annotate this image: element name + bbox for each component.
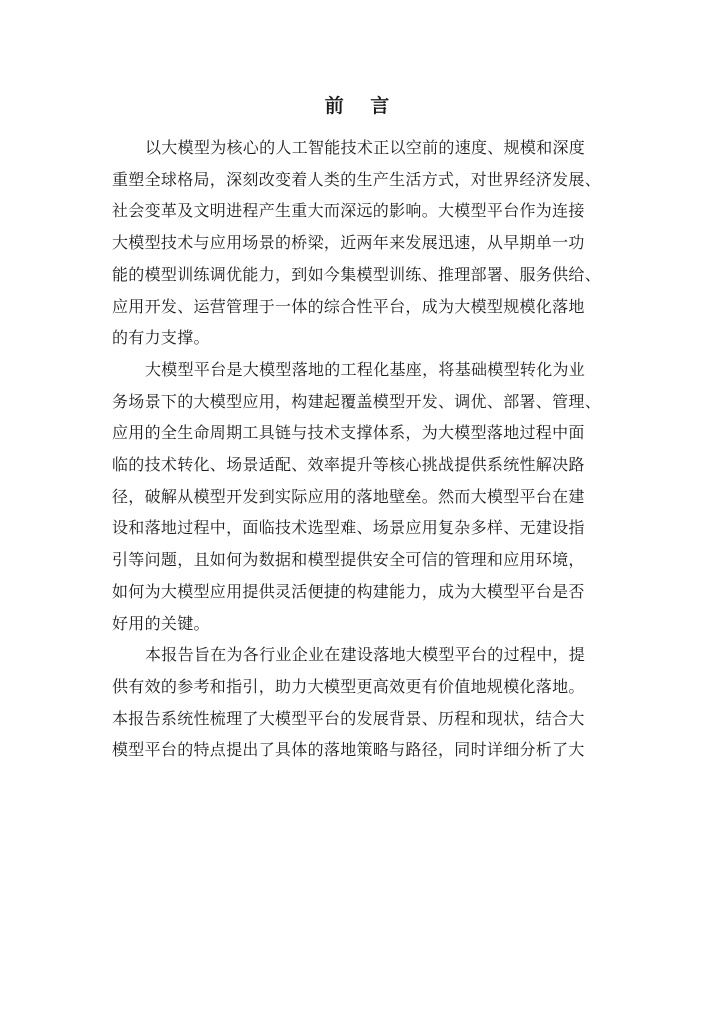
paragraph-2 (112, 354, 612, 639)
paragraph-1 (112, 132, 612, 354)
text-line: 重塑全球格局，深刻改变着人类的生产生活方式，对世界经济发展、 (112, 169, 602, 189)
text-line: 大模型技术与应用场景的桥梁，近两年来发展迅速，从早期单一功 (112, 233, 585, 253)
text-line: 设和落地过程中，面临技术选型难、场景应用复杂多样、无建设指 (112, 518, 585, 538)
page-title: 前 言 (324, 95, 400, 117)
text-line: 如何为大模型应用提供灵活便捷的构建能力，成为大模型平台是否 (112, 581, 585, 601)
text-line: 本报告旨在为各行业企业在建设落地大模型平台的过程中，提 (145, 645, 586, 665)
text-line: 好用的关键。 (112, 613, 210, 633)
text-line: 临的技术转化、场景适配、效率提升等核心挑战提供系统性解决路 (112, 455, 585, 475)
text-line: 供有效的参考和指引，助力大模型更高效更有价值地规模化落地。 (112, 676, 585, 696)
text-line: 模型平台的特点提出了具体的落地策略与路径，同时详细分析了大 (112, 740, 585, 760)
text-line: 社会变革及文明进程产生重大而深远的影响。大模型平台作为连接 (112, 201, 585, 221)
text-line: 应用的全生命周期工具链与技术支撑体系，为大模型落地过程中面 (112, 423, 585, 443)
text-line: 务场景下的大模型应用，构建起覆盖模型开发、调优、部署、管理、 (112, 391, 602, 411)
text-line: 应用开发、运营管理于一体的综合性平台，成为大模型规模化落地 (112, 296, 585, 316)
text-line: 引等问题，且如何为数据和模型提供安全可信的管理和应用环境， (112, 550, 585, 570)
text-line: 以大模型为核心的人工智能技术正以空前的速度、规模和深度 (145, 138, 586, 157)
text-line: 大模型平台是大模型落地的工程化基座，将基础模型转化为业 (145, 359, 586, 379)
body-text (112, 132, 612, 766)
text-line: 的有力支撑。 (112, 328, 210, 348)
text-line: 径，破解从模型开发到实际应用的落地壁垒。然而大模型平台在建 (112, 486, 585, 506)
text-line: 能的模型训练调优能力，到如今集模型训练、推理部署、服务供给、 (112, 264, 602, 284)
text-line: 本报告系统性梳理了大模型平台的发展背景、历程和现状，结合大 (112, 708, 585, 728)
paragraph-3 (112, 639, 612, 766)
